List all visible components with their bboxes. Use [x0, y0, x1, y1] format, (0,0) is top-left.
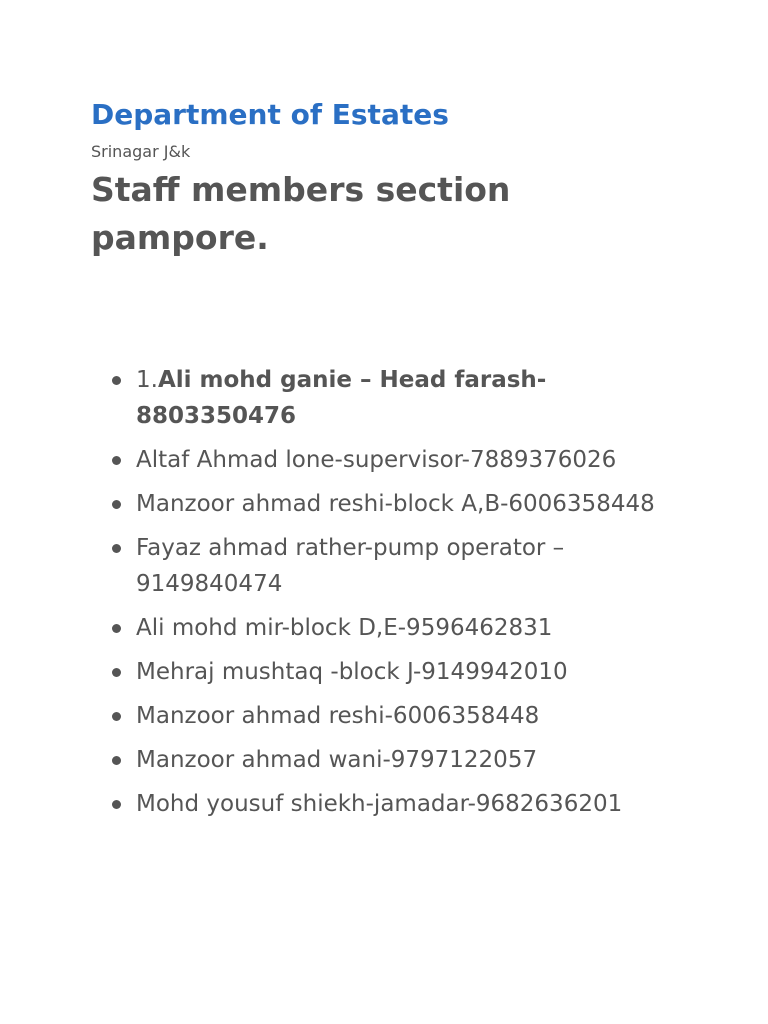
bullet-icon — [112, 712, 121, 721]
staff-text: Altaf Ahmad lone-supervisor-7889376026 — [136, 447, 617, 473]
bullet-icon — [112, 456, 121, 465]
staff-text: Ali mohd mir-block D,E-9596462831 — [136, 615, 553, 641]
staff-item — [91, 362, 691, 434]
staff-item — [91, 610, 691, 646]
staff-text: Mohd yousuf shiekh-jamadar-9682636201 — [136, 791, 623, 817]
organization-title: Department of Estates — [91, 98, 449, 131]
staff-list — [91, 362, 691, 822]
staff-text: Ali mohd ganie – Head farash-8803350476 — [136, 367, 547, 429]
staff-text: Manzoor ahmad reshi-6006358448 — [136, 703, 540, 729]
staff-text: Manzoor ahmad wani-9797122057 — [136, 747, 538, 773]
staff-item — [91, 742, 691, 778]
staff-item — [91, 786, 691, 822]
location-subtitle: Srinagar J&k — [91, 142, 191, 161]
bullet-icon — [112, 500, 121, 509]
bullet-icon — [112, 624, 121, 633]
bullet-icon — [112, 544, 121, 553]
bullet-icon — [112, 668, 121, 677]
staff-item — [91, 486, 691, 522]
bullet-icon — [112, 376, 121, 385]
bullet-icon — [112, 756, 121, 765]
page-heading: Staff members section pampore. — [91, 170, 511, 257]
staff-item — [91, 530, 691, 602]
staff-prefix: 1. — [136, 367, 158, 393]
staff-item — [91, 654, 691, 690]
staff-text: Manzoor ahmad reshi-block A,B-6006358448 — [136, 491, 655, 517]
staff-text: Fayaz ahmad rather-pump operator –9149840474 — [136, 535, 565, 597]
bullet-icon — [112, 800, 121, 809]
document-page — [91, 96, 691, 830]
staff-item — [91, 442, 691, 478]
staff-item — [91, 698, 691, 734]
staff-text: Mehraj mushtaq -block J-9149942010 — [136, 659, 568, 685]
